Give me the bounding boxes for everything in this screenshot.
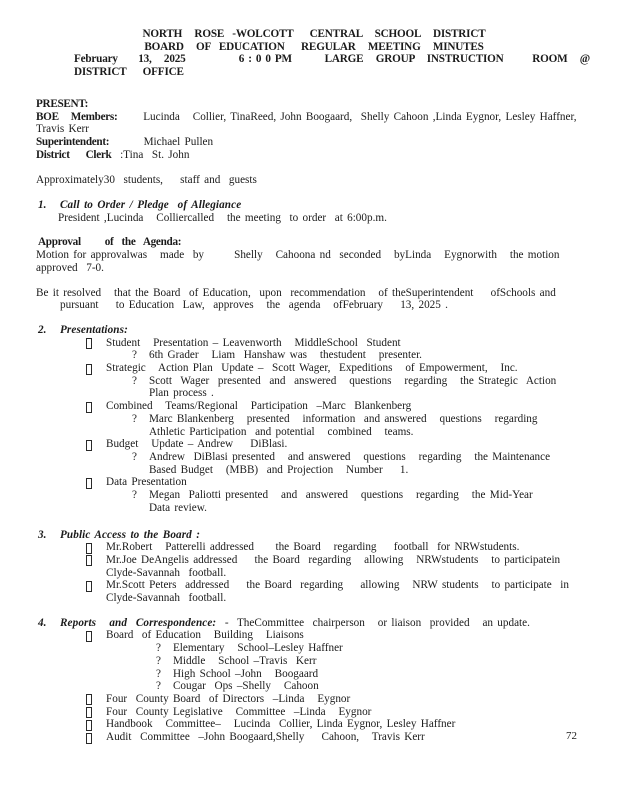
question-bullet-icon: ? <box>132 374 137 387</box>
sub-bullet-text: Cougar Ops –Shelly Cahoon <box>172 680 319 693</box>
box-bullet-icon <box>86 338 92 349</box>
resolution-line2: pursuant to Education Law, approves the agenda ofFebruary 13, 2025 . <box>60 299 448 312</box>
bullet-text: Student Presentation – Leavenworth MiddleSchool Student <box>106 336 401 349</box>
section2-number: 2. <box>38 323 47 336</box>
sub-list-item <box>36 642 592 655</box>
resolution-line1: Be it resolved that the Board of Education, upon recommendation of theSuperintendent ofSchools and <box>36 286 556 299</box>
sub-list-item <box>36 489 592 514</box>
section1-number: 1. <box>38 199 47 212</box>
superintendent-label: Superintendent: <box>36 135 110 148</box>
district-clerk-value: :Tina St. John <box>111 148 190 161</box>
attendance-line: Approximately30 students, staff and guests <box>36 174 257 187</box>
superintendent-line <box>36 136 592 149</box>
box-bullet-icon <box>86 555 92 566</box>
box-bullet-icon <box>86 543 92 554</box>
section4-heading <box>36 617 592 630</box>
sub-list-item <box>36 655 592 668</box>
bullet-text: Mr.Scott Peters addressed the Board regarding allowing NRW students to participate in Clyde-Savannah football. <box>106 579 574 605</box>
sub-list-item <box>36 413 592 438</box>
box-bullet-icon <box>86 581 92 592</box>
question-bullet-icon: ? <box>156 642 161 655</box>
box-bullet-icon <box>86 631 92 642</box>
section-public-access <box>36 529 592 605</box>
bullet-text: Handbook Committee– Lucinda Collier, Linda Eygnor, Lesley Haffner <box>106 718 456 731</box>
bullet-text: Mr.Joe DeAngelis addressed the Board regarding allowing NRWstudents to participatein Clyde-Savannah football. <box>106 553 569 579</box>
sub-list-item <box>36 668 592 681</box>
question-bullet-icon: ? <box>132 349 137 362</box>
district-clerk-label: District Clerk <box>36 148 112 161</box>
sub-bullet-text: Megan Paliotti presented and answered questions regarding the Mid-Year Data review. <box>148 489 542 514</box>
section1-title: Call to Order / Pledge of Allegiance <box>60 199 242 212</box>
document-header <box>36 28 595 79</box>
present-section <box>36 98 592 162</box>
box-bullet-icon <box>86 707 92 718</box>
bullet-text: Four County Board of Directors –Linda Eygnor <box>106 692 351 705</box>
bullet-text: Strategic Action Plan Update – Scott Wager, Expeditions of Empowerment, Inc. <box>106 362 518 375</box>
question-bullet-icon: ? <box>156 680 161 693</box>
section3-number: 3. <box>38 528 47 541</box>
bullet-text: Board of Education Building Liaisons <box>106 629 304 642</box>
header-meeting-type: BOARD OF EDUCATION REGULAR MEETING MINUTES <box>144 40 484 53</box>
resolution-paragraph <box>36 287 592 312</box>
list-item <box>36 476 592 489</box>
bullet-text: Combined Teams/Regional Participation –Marc Blankenberg <box>106 400 412 413</box>
list-item <box>36 554 592 579</box>
list-item <box>36 400 592 413</box>
sub-bullet-text: Andrew DiBlasi presented and answered questions regarding the Maintenance Based Budget (MBB) and Projection Number 1. <box>148 450 563 476</box>
boe-members-label: BOE Members: <box>36 110 118 123</box>
list-item <box>36 362 592 375</box>
sub-bullet-text: Middle School –Travis Kerr <box>172 654 317 667</box>
agenda-approval-motion: Motion for approvalwas made by Shelly Cahoona nd seconded byLinda Eygnorwith the motion approved 7-0. <box>36 249 564 274</box>
section-reports-correspondence <box>36 617 592 744</box>
agenda-approval-heading: Approval of the Agenda: <box>38 236 182 249</box>
question-bullet-icon: ? <box>132 450 137 463</box>
section4-title: Reports and Correspondence: <box>60 616 217 629</box>
sub-list-item <box>36 680 592 693</box>
superintendent-value: Michael Pullen <box>109 135 214 148</box>
sub-bullet-text: High School –John Boogaard <box>172 667 319 680</box>
section-presentations <box>36 324 592 515</box>
call-to-order-paragraph: President ,Lucinda Colliercalled the meeting to order at 6:00p.m. <box>58 211 387 224</box>
list-item <box>36 731 592 744</box>
bullet-text: Four County Legislative Committee –Linda Eygnor <box>106 705 372 718</box>
sub-bullet-text: Scott Wager presented and answered questions regarding the Strategic Action Plan process . <box>148 374 561 400</box>
list-item <box>36 693 592 706</box>
box-bullet-icon <box>86 364 92 375</box>
section4-title-suffix: - TheCommittee chairperson or liaison provided an update. <box>216 616 530 629</box>
section3-title: Public Access to the Board : <box>60 528 201 541</box>
question-bullet-icon: ? <box>132 489 137 502</box>
sub-bullet-text: Marc Blankenberg presented information and answered questions regarding Athletic Participation and potential combined teams. <box>148 412 550 438</box>
section4-number: 4. <box>38 616 47 629</box>
section4-title-line <box>60 617 530 630</box>
list-item <box>36 438 592 451</box>
box-bullet-icon <box>86 720 92 731</box>
box-bullet-icon <box>86 733 92 744</box>
question-bullet-icon: ? <box>156 667 161 680</box>
list-item <box>36 706 592 719</box>
section1-heading <box>36 199 592 212</box>
section2-heading <box>36 324 592 337</box>
question-bullet-icon: ? <box>132 412 137 425</box>
section3-heading <box>36 529 592 542</box>
list-item <box>36 541 592 554</box>
present-heading: PRESENT: <box>36 97 89 110</box>
section-call-to-order <box>36 199 592 312</box>
sub-list-item <box>36 375 592 400</box>
sub-list-item <box>36 349 592 362</box>
list-item <box>36 629 592 642</box>
bullet-text: Data Presentation <box>106 476 187 489</box>
box-bullet-icon <box>86 402 92 413</box>
sub-bullet-text: Elementary School–Lesley Haffner <box>172 642 343 655</box>
boe-members-value: Lucinda Collier, TinaReed, John Boogaard, Shelly Cahoon ,Linda Eygnor, Lesley Haffner, Travis Kerr <box>36 110 581 136</box>
box-bullet-icon <box>86 440 92 451</box>
section2-title: Presentations: <box>60 323 128 336</box>
list-item <box>36 579 592 604</box>
header-date-time-location: February 13, 2025 6 : 0 0 PM LARGE GROUP INSTRUCTION ROOM @ DISTRICT OFFICE <box>74 53 595 79</box>
list-item <box>36 337 592 350</box>
sub-bullet-text: 6th Grader Liam Hanshaw was thestudent presenter. <box>148 349 422 362</box>
bullet-text: Audit Committee –John Boogaard,Shelly Cahoon, Travis Kerr <box>106 731 425 744</box>
list-item <box>36 718 592 731</box>
page-number: 72 <box>566 730 577 742</box>
question-bullet-icon: ? <box>156 654 161 667</box>
box-bullet-icon <box>86 694 92 705</box>
box-bullet-icon <box>86 478 92 489</box>
bullet-text: Budget Update – Andrew DiBlasi. <box>106 438 288 451</box>
boe-members-line <box>36 111 592 136</box>
district-clerk-line <box>36 149 592 162</box>
sub-list-item <box>36 451 592 476</box>
agenda-approval-block <box>36 236 592 274</box>
header-district-name: NORTH ROSE -WOLCOTT CENTRAL SCHOOL DISTRICT <box>142 28 486 40</box>
bullet-text: Mr.Robert Patterelli addressed the Board regarding football for NRWstudents. <box>106 541 520 554</box>
